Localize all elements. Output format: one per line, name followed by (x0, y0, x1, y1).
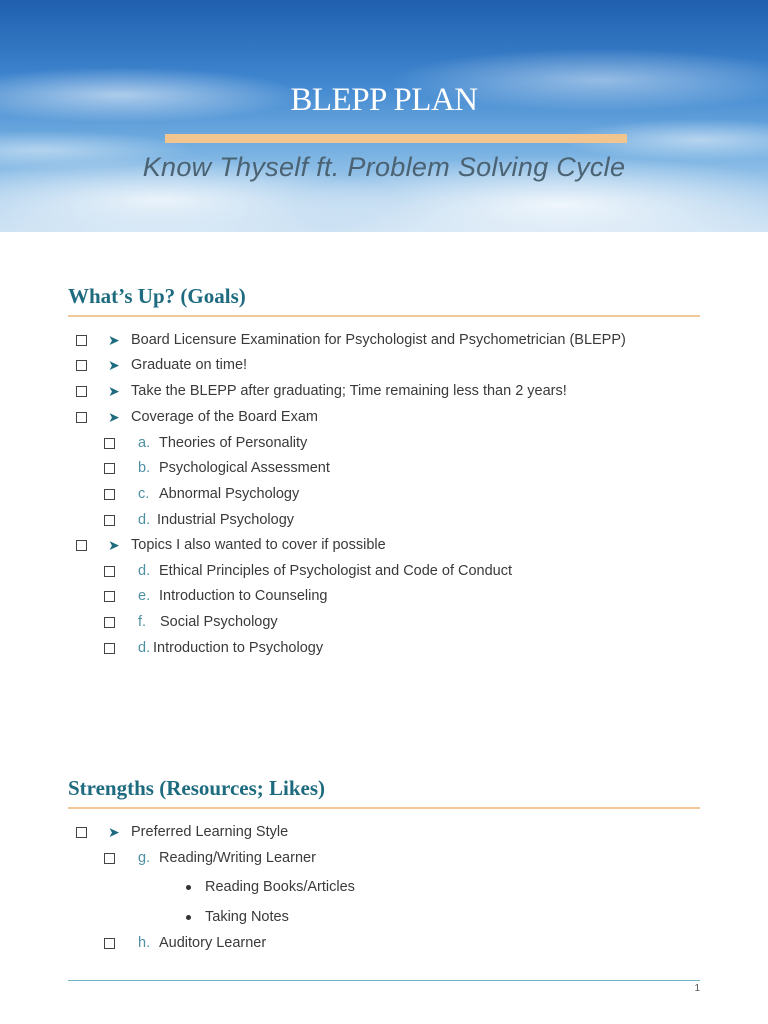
list-letter: d. (138, 512, 151, 528)
list-letter: d. (138, 563, 151, 579)
list-item (0, 637, 768, 659)
list-item-text: Ethical Principles of Psychologist and Code of Conduct (159, 563, 513, 579)
list-item-text: Coverage of the Board Exam (131, 409, 318, 425)
list-letter: g. (138, 850, 151, 866)
list-item (0, 534, 768, 556)
list-item-text: Industrial Psychology (157, 512, 295, 528)
section-divider (68, 807, 700, 809)
title-accent-bar (165, 134, 627, 143)
list-item-text: Topics I also wanted to cover if possible (131, 537, 386, 553)
list-item (0, 611, 768, 633)
list-item-text: Reading Books/Articles (205, 879, 355, 895)
checkbox-icon[interactable] (104, 438, 115, 449)
list-letter: e. (138, 588, 151, 604)
footer-divider (68, 980, 700, 981)
section-divider (68, 315, 700, 317)
arrow-bullet-icon: ➤ (108, 332, 120, 348)
list-item-text: Psychological Assessment (159, 460, 330, 476)
arrow-bullet-icon: ➤ (108, 824, 120, 840)
list-item (0, 906, 768, 928)
list-item (0, 483, 768, 505)
list-letter: h. (138, 935, 151, 951)
checkbox-icon[interactable] (104, 591, 115, 602)
bullet-dot-icon (186, 915, 191, 920)
checkbox-icon[interactable] (104, 489, 115, 500)
list-item-text: Abnormal Psychology (159, 486, 300, 502)
list-item (0, 329, 768, 351)
list-item-text: Auditory Learner (159, 935, 267, 951)
checkbox-icon[interactable] (104, 617, 115, 628)
list-item-text: Preferred Learning Style (131, 824, 289, 840)
list-item (0, 432, 768, 454)
list-item (0, 847, 768, 869)
checkbox-icon[interactable] (76, 386, 87, 397)
list-letter: c. (138, 486, 150, 502)
list-item (0, 932, 768, 954)
arrow-bullet-icon: ➤ (108, 409, 120, 425)
list-item (0, 585, 768, 607)
list-letter: d. (138, 640, 151, 656)
checkbox-icon[interactable] (104, 643, 115, 654)
list-item (0, 354, 768, 376)
checkbox-icon[interactable] (104, 515, 115, 526)
list-item (0, 380, 768, 402)
checkbox-icon[interactable] (76, 335, 87, 346)
list-item-text: Graduate on time! (131, 357, 248, 373)
list-letter: b. (138, 460, 151, 476)
bullet-dot-icon (186, 885, 191, 890)
list-item (0, 560, 768, 582)
document-subtitle: Know Thyself ft. Problem Solving Cycle (142, 152, 626, 182)
checkbox-icon[interactable] (76, 540, 87, 551)
list-item-text: Theories of Personality (159, 435, 308, 451)
list-item (0, 457, 768, 479)
header-banner (0, 0, 768, 232)
list-letter: a. (138, 435, 151, 451)
list-item-text: Board Licensure Examination for Psychologist and Psychometrician (BLEPP) (131, 332, 626, 348)
checkbox-icon[interactable] (76, 412, 87, 423)
list-letter: f. (138, 614, 147, 630)
section-heading-goals: What’s Up? (Goals) (68, 284, 246, 308)
arrow-bullet-icon: ➤ (108, 537, 120, 553)
checkbox-icon[interactable] (104, 463, 115, 474)
checkbox-icon[interactable] (104, 566, 115, 577)
page-number: 1 (694, 983, 700, 994)
list-item-text: Introduction to Counseling (159, 588, 328, 604)
list-item (0, 821, 768, 843)
section-heading-strengths: Strengths (Resources; Likes) (68, 776, 326, 800)
list-item (0, 406, 768, 428)
checkbox-icon[interactable] (104, 853, 115, 864)
list-item-text: Take the BLEPP after graduating; Time remaining less than 2 years! (131, 383, 567, 399)
list-item-text: Social Psychology (160, 614, 278, 630)
arrow-bullet-icon: ➤ (108, 357, 120, 373)
list-item (0, 876, 768, 898)
list-item-text: Taking Notes (205, 909, 289, 925)
checkbox-icon[interactable] (76, 360, 87, 371)
arrow-bullet-icon: ➤ (108, 383, 120, 399)
list-item-text: Introduction to Psychology (153, 640, 324, 656)
list-item-text: Reading/Writing Learner (159, 850, 316, 866)
checkbox-icon[interactable] (76, 827, 87, 838)
document-title: BLEPP PLAN (290, 82, 478, 118)
list-item (0, 509, 768, 531)
checkbox-icon[interactable] (104, 938, 115, 949)
